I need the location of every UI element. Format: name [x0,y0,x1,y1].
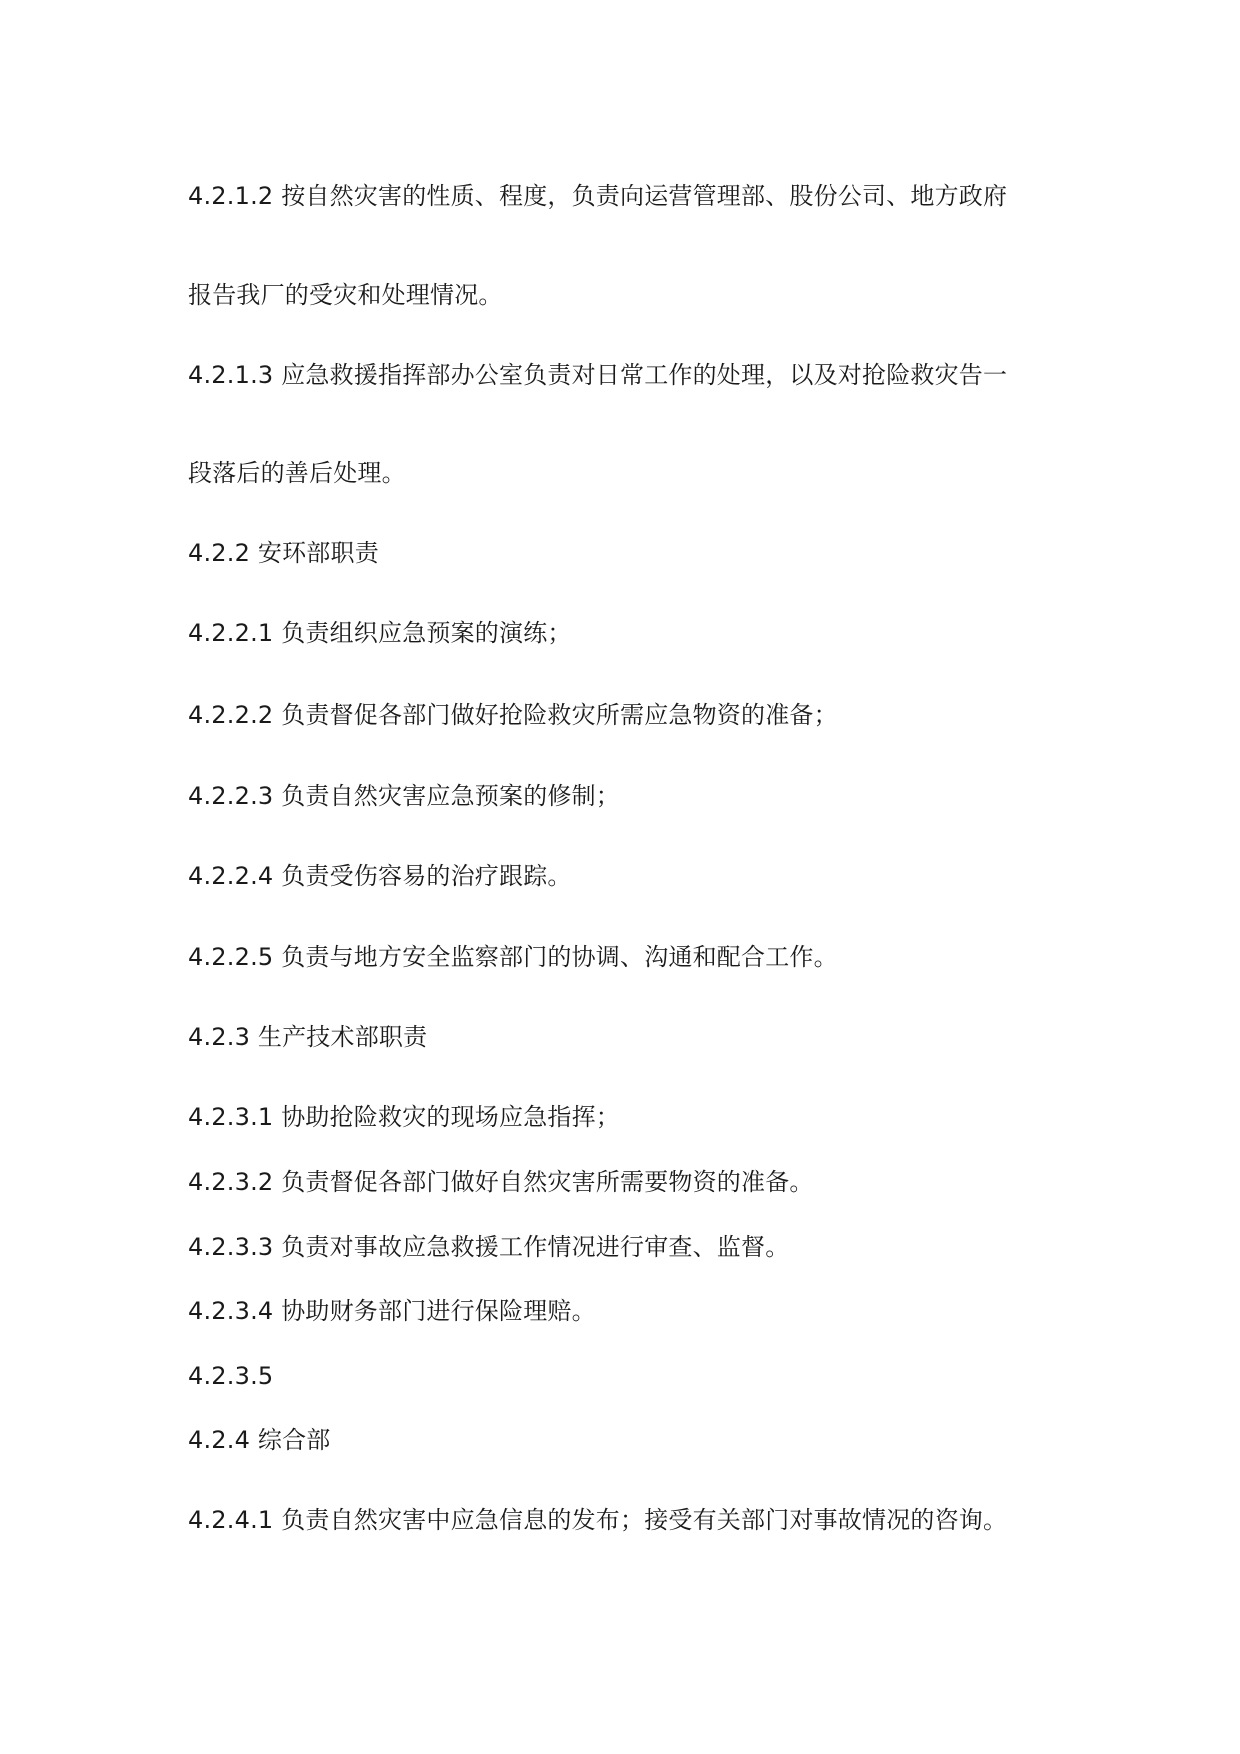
paragraph-4-2-1-2-line-1: 4.2.1.2 按自然灾害的性质、程度，负责向运营管理部、股份公司、地方政府 [188,182,1008,210]
item-4-2-3-5: 4.2.3.5 [188,1362,274,1390]
paragraph-4-2-1-3-line-2: 段落后的善后处理。 [188,459,406,487]
item-4-2-4-1: 4.2.4.1 负责自然灾害中应急信息的发布；接受有关部门对事故情况的咨询。 [188,1506,1008,1534]
heading-4-2-4: 4.2.4 综合部 [188,1426,331,1454]
item-4-2-2-3: 4.2.2.3 负责自然灾害应急预案的修制； [188,782,620,810]
item-4-2-3-2: 4.2.3.2 负责督促各部门做好自然灾害所需要物资的准备。 [188,1168,814,1196]
item-4-2-2-2: 4.2.2.2 负责督促各部门做好抢险救灾所需应急物资的准备； [188,701,838,729]
paragraph-4-2-1-2-line-2: 报告我厂的受灾和处理情况。 [188,281,503,309]
heading-4-2-2: 4.2.2 安环部职责 [188,539,379,567]
item-4-2-2-5: 4.2.2.5 负责与地方安全监察部门的协调、沟通和配合工作。 [188,943,838,971]
item-4-2-3-3: 4.2.3.3 负责对事故应急救援工作情况进行审查、监督。 [188,1233,790,1261]
item-4-2-3-4: 4.2.3.4 协助财务部门进行保险理赔。 [188,1297,596,1325]
heading-4-2-3: 4.2.3 生产技术部职责 [188,1023,428,1051]
paragraph-4-2-1-3-line-1: 4.2.1.3 应急救援指挥部办公室负责对日常工作的处理，以及对抢险救灾告一 [188,361,1008,389]
item-4-2-3-1: 4.2.3.1 协助抢险救灾的现场应急指挥； [188,1103,620,1131]
item-4-2-2-4: 4.2.2.4 负责受伤容易的治疗跟踪。 [188,862,572,890]
item-4-2-2-1: 4.2.2.1 负责组织应急预案的演练； [188,619,572,647]
